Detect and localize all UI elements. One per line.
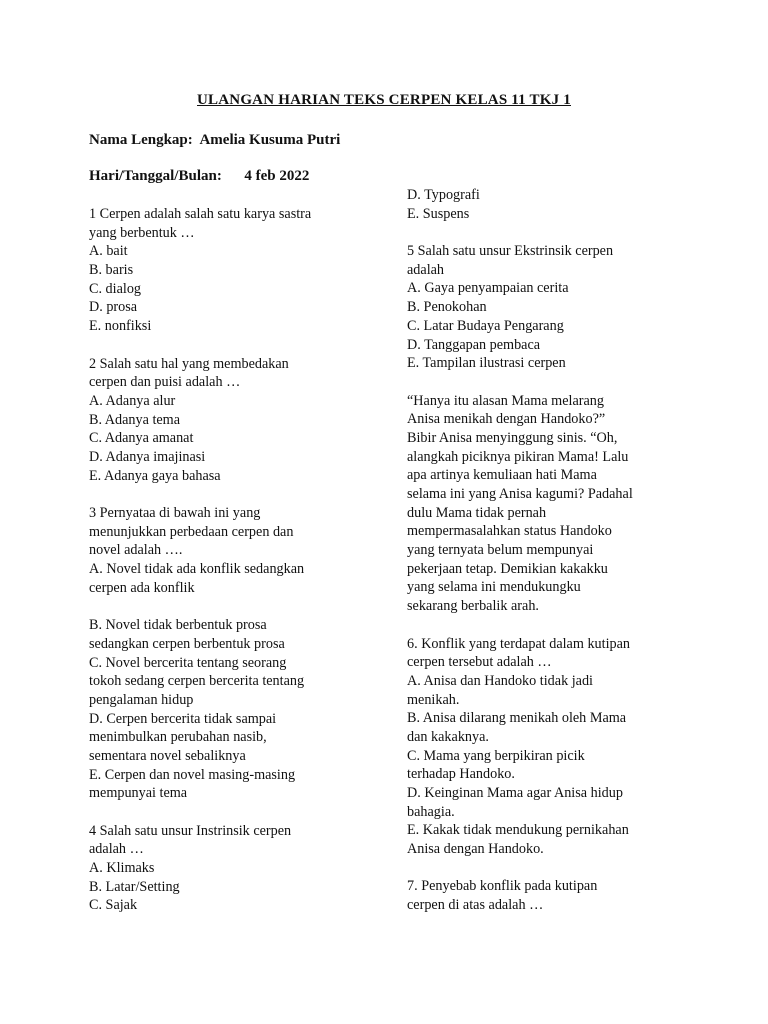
text-line: C. Novel bercerita tentang seorang	[89, 654, 287, 671]
name-label: Nama Lengkap:	[89, 132, 193, 148]
text-line: selama ini yang Anisa kagumi? Padahal	[407, 486, 633, 502]
text-line: A. Adanya alur	[89, 392, 176, 409]
section-gap	[407, 616, 707, 635]
text-line: pengalaman hidup	[89, 691, 194, 708]
section-gap	[89, 336, 379, 355]
text-line: E. Suspens	[407, 205, 470, 222]
date-value: 4 feb 2022	[244, 168, 310, 184]
text-line: C. Latar Budaya Pengarang	[407, 317, 564, 334]
text-line: C. Adanya amanat	[89, 430, 194, 447]
date-field	[89, 168, 309, 185]
text-line: adalah …	[89, 841, 144, 858]
text-line: A. Anisa dan Handoko tidak jadi	[407, 672, 593, 689]
text-line: cerpen di atas adalah …	[407, 897, 544, 914]
text-line: D. Typografi	[407, 187, 480, 203]
text-line: E. Tampilan ilustrasi cerpen	[407, 355, 566, 372]
text-line: cerpen tersebut adalah …	[407, 654, 552, 671]
text-line: novel adalah ….	[89, 542, 183, 559]
text-line: pekerjaan tetap. Demikian kakakku	[407, 560, 608, 577]
text-line: sedangkan cerpen berbentuk prosa	[89, 635, 285, 652]
text-line: B. Adanya tema	[89, 411, 181, 428]
text-line: D. Cerpen bercerita tidak sampai	[89, 710, 277, 727]
text-line: 6. Konflik yang terdapat dalam kutipan	[407, 635, 630, 652]
question-block-q4	[89, 822, 379, 915]
text-line: B. Penokohan	[407, 299, 487, 316]
text-line: A. Gaya penyampaian cerita	[407, 280, 569, 297]
text-line: D. Tanggapan pembaca	[407, 336, 541, 353]
name-value: Amelia Kusuma Putri	[199, 132, 341, 148]
text-line: D. prosa	[89, 299, 138, 316]
text-line: dan kakaknya.	[407, 728, 489, 745]
text-line: 7. Penyebab konflik pada kutipan	[407, 878, 598, 895]
text-line: menunjukkan perbedaan cerpen dan	[89, 523, 294, 540]
text-line: B. baris	[89, 262, 134, 279]
text-line: A. Klimaks	[89, 860, 155, 877]
text-line: B. Anisa dilarang menikah oleh Mama	[407, 710, 627, 727]
text-line: 2 Salah satu hal yang membedakan	[89, 355, 289, 372]
question-block-q4-cont	[407, 186, 707, 223]
text-line: mempermasalahkan status Handoko	[407, 523, 612, 540]
text-line: apa artinya kemuliaan hati Mama	[407, 467, 597, 484]
text-line: B. Novel tidak berbentuk prosa	[89, 617, 267, 634]
text-line: A. bait	[89, 243, 128, 260]
text-line: Anisa menikah dengan Handoko?”	[407, 411, 606, 428]
text-line: yang ternyata belum mempunyai	[407, 542, 594, 559]
text-line: cerpen dan puisi adalah …	[89, 374, 241, 391]
text-line: E. Adanya gaya bahasa	[89, 467, 221, 484]
text-line: 3 Pernyataa di bawah ini yang	[89, 505, 261, 521]
text-line: 1 Cerpen adalah salah satu karya sastra	[89, 206, 312, 222]
text-line: yang selama ini mendukungku	[407, 579, 581, 596]
text-line: yang berbentuk …	[89, 224, 195, 241]
question-block-q3-cont	[89, 616, 379, 803]
question-block-q6	[407, 635, 707, 859]
section-gap	[407, 373, 707, 392]
text-line: B. Latar/Setting	[89, 878, 180, 895]
text-line: sekarang berbalik arah.	[407, 598, 539, 615]
text-line: bahagia.	[407, 803, 455, 820]
section-gap	[89, 485, 379, 504]
question-block-excerpt	[407, 392, 707, 616]
text-line: C. Mama yang berpikiran picik	[407, 747, 585, 764]
section-gap	[89, 597, 379, 616]
text-line: D. Adanya imajinasi	[89, 448, 206, 465]
text-line: sementara novel sebaliknya	[89, 747, 246, 764]
section-gap	[407, 859, 707, 878]
text-line: tokoh sedang cerpen bercerita tentang	[89, 673, 305, 690]
section-gap	[89, 803, 379, 822]
text-line: 5 Salah satu unsur Ekstrinsik cerpen	[407, 243, 614, 260]
section-gap	[407, 223, 707, 242]
text-line: D. Keinginan Mama agar Anisa hidup	[407, 785, 623, 801]
right-column	[407, 186, 707, 915]
question-block-q3	[89, 504, 379, 597]
question-block-q5	[407, 242, 707, 373]
text-line: C. Sajak	[89, 897, 138, 914]
document-title: ULANGAN HARIAN TEKS CERPEN KELAS 11 TKJ 1	[197, 92, 571, 108]
left-column	[89, 205, 379, 915]
text-line: E. Cerpen dan novel masing-masing	[89, 766, 296, 783]
text-line: adalah	[407, 261, 445, 278]
text-line: Bibir Anisa menyinggung sinis. “Oh,	[407, 429, 618, 446]
text-line: “Hanya itu alasan Mama melarang	[407, 392, 604, 409]
text-line: Anisa dengan Handoko.	[407, 841, 544, 858]
text-line: C. dialog	[89, 280, 142, 297]
text-line: mempunyai tema	[89, 785, 188, 802]
text-line: menimbulkan perubahan nasib,	[89, 729, 267, 746]
question-block-q2	[89, 355, 379, 486]
text-line: cerpen ada konflik	[89, 579, 195, 596]
text-line: 4 Salah satu unsur Instrinsik cerpen	[89, 822, 292, 839]
text-line: E. nonfiksi	[89, 318, 152, 335]
question-block-q1	[89, 205, 379, 336]
date-label: Hari/Tanggal/Bulan:	[89, 168, 222, 184]
text-line: A. Novel tidak ada konflik sedangkan	[89, 561, 305, 578]
name-field	[89, 132, 340, 149]
text-line: menikah.	[407, 691, 460, 708]
text-line: E. Kakak tidak mendukung pernikahan	[407, 822, 629, 839]
question-block-q7	[407, 877, 707, 914]
text-line: alangkah piciknya pikiran Mama! Lalu	[407, 448, 629, 465]
text-line: terhadap Handoko.	[407, 766, 515, 783]
text-line: dulu Mama tidak pernah	[407, 504, 547, 521]
